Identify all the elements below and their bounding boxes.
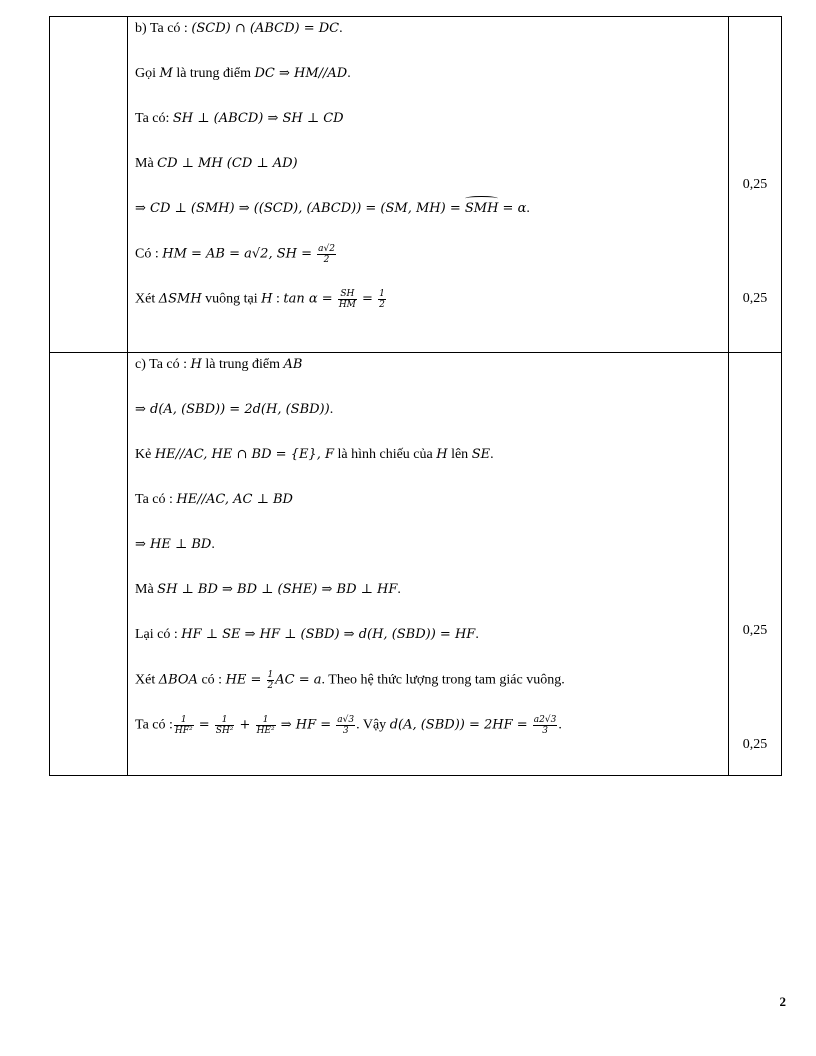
fraction: $\frac{1}{\text{SH²}}$ xyxy=(215,715,234,736)
part-b-line-1: b) Ta có : (SCD) ∩ (ABCD) = DC. xyxy=(135,21,343,36)
fraction: $\frac{a√3}{3}$ xyxy=(337,715,355,736)
page-number: 2 xyxy=(779,994,786,1009)
fraction: $\frac{a√2}{2}$ xyxy=(318,244,335,265)
fraction: $\frac{SH}{HM}$ xyxy=(338,289,356,310)
fraction: $\frac{1}{2}$ xyxy=(379,289,385,310)
score-label: 0,25 xyxy=(742,623,768,638)
solution-table xyxy=(49,16,782,776)
empty-cell xyxy=(50,353,128,776)
fraction: $\frac{1}{\text{HE²}}$ xyxy=(256,715,275,736)
part-c-score-cell xyxy=(729,353,782,776)
part-b-line-5: ⇒ CD ⊥ (SMH) ⇒ ((SCD), (ABCD)) = (SM, MH) = SMH = α. xyxy=(135,199,728,244)
fraction: $\frac{1}{\text{HF²}}$ xyxy=(174,715,193,736)
part-c-line-8: Xét ΔBOA có : HE = $\frac{1}{2}$ AC = a. Theo hệ thức lượng trong tam giác vuông. xyxy=(135,670,565,691)
part-b-cell xyxy=(128,17,729,353)
part-b-line-7: Xét ΔSMH vuông tại H : tan α = $\frac{SH}{HM}$ = $\frac{1}{2}$ xyxy=(135,289,385,310)
score-label: 0,25 xyxy=(742,177,768,192)
part-b-score-cell xyxy=(729,17,782,353)
part-b-line-3: Ta có: SH ⊥ (ABCD) ⇒ SH ⊥ CD xyxy=(135,111,344,126)
part-c-line-4: Ta có : HE//AC, AC ⊥ BD xyxy=(135,492,293,507)
score-label: 0,25 xyxy=(742,291,768,306)
table-row xyxy=(50,17,782,353)
part-b-line-6: Có : HM = AB = a√2, SH = $\frac{a√2}{2}$ xyxy=(135,244,335,265)
table-row xyxy=(50,353,782,776)
fraction: $\frac{a2√3}{3}$ xyxy=(533,715,557,736)
part-c-line-2: ⇒ d(A, (SBD)) = 2d(H, (SBD)). xyxy=(135,402,334,417)
part-b-line-2: Gọi M là trung điểm DC ⇒ HM//AD. xyxy=(135,66,351,81)
empty-cell xyxy=(50,17,128,353)
part-c-line-7: Lại có : HF ⊥ SE ⇒ HF ⊥ (SBD) ⇒ d(H, (SBD)) = HF. xyxy=(135,627,479,642)
part-c-line-1: c) Ta có : H là trung điểm AB xyxy=(135,357,303,372)
score-label: 0,25 xyxy=(742,737,768,752)
part-c-line-6: Mà SH ⊥ BD ⇒ BD ⊥ (SHE) ⇒ BD ⊥ HF. xyxy=(135,582,401,597)
part-c-line-3: Kẻ HE//AC, HE ∩ BD = {E}, F là hình chiếu của H lên SE. xyxy=(135,447,494,462)
fraction: $\frac{1}{2}$ xyxy=(267,670,274,691)
part-c-cell xyxy=(128,353,729,776)
part-c-line-9: Ta có : $\frac{1}{\text{HF²}}$ = $\frac{1}{\text{SH²}}$ + $\frac{1}{\text{HE²}}$ ⇒ HF = $\frac{a√3}{3}$ . Vậy d(A, (SBD)) = 2HF = $\frac{a2√3}{3}$ . xyxy=(135,715,562,736)
part-b-line-4: Mà CD ⊥ MH (CD ⊥ AD) xyxy=(135,156,298,171)
part-c-line-5: ⇒ HE ⊥ BD. xyxy=(135,537,215,552)
